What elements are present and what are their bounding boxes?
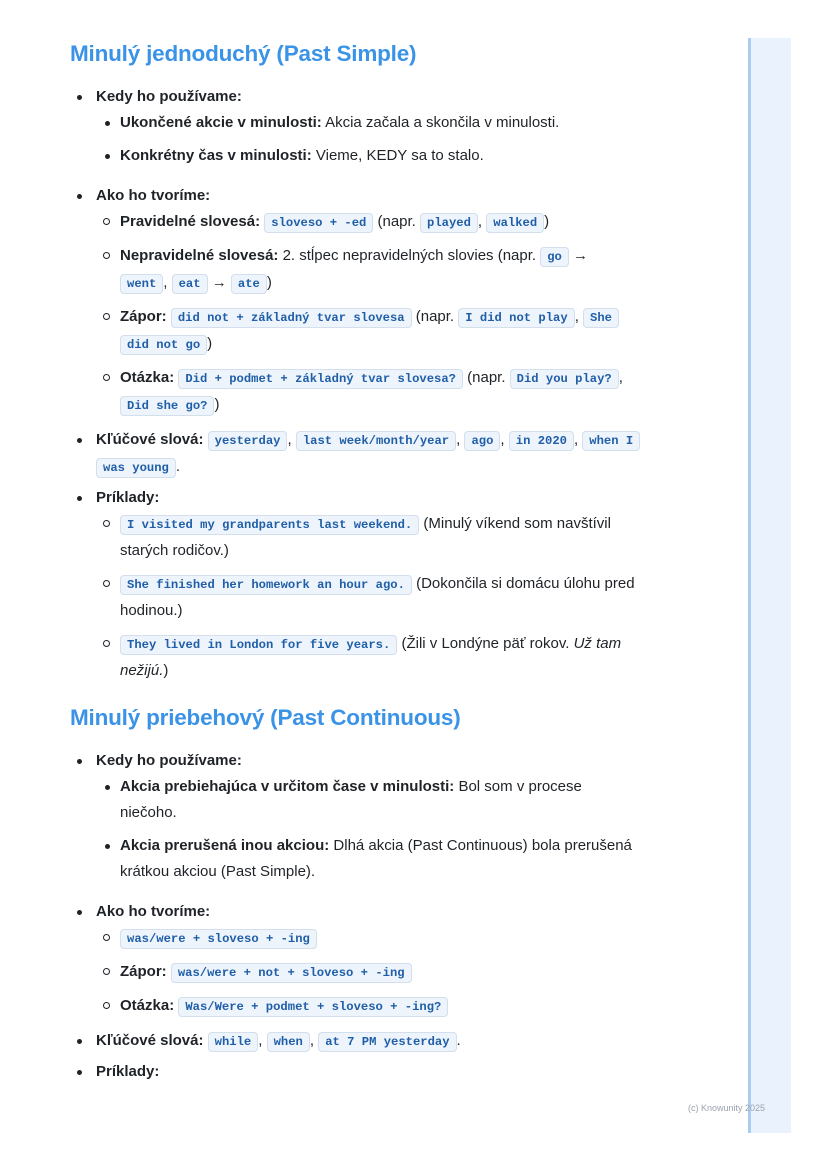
inline-code: Did she go? [120,396,214,416]
text: , [163,274,172,291]
inline-code: ate [231,274,267,294]
label-bold: Pravidelné slovesá: [120,213,261,230]
text: (Minulý víkend som navštívil starých rodičov.) [120,515,611,559]
label-bold: Zápor: [120,308,167,325]
sub-list-item [96,833,638,885]
side-panel [748,38,791,1133]
text: ) [214,396,220,413]
inline-code: played [420,213,478,233]
sub-list-item [96,365,638,419]
inline-code: did not + základný tvar slovesa [171,308,412,328]
inline-code: when [267,1032,310,1052]
inline-code: She did not go [120,308,619,355]
list-item [70,427,638,481]
text: , [574,308,584,325]
inline-code: ago [464,431,500,451]
inline-code: sloveso + -ed [264,213,373,233]
text: ) [207,335,213,352]
inline-code: in 2020 [509,431,574,451]
sub-list-item [96,631,638,684]
sub-list-item [96,993,638,1020]
sub-list-item [96,243,638,297]
inline-code: They lived in London for five years. [120,635,397,655]
label-bold: Ako ho tvoríme: [96,187,211,204]
sub-list [96,925,638,1020]
inline-code: while [208,1032,259,1052]
list-item [70,183,638,419]
label-bold: Kľúčové slová: [96,1032,204,1049]
label-bold: Kedy ho používame: [96,752,242,769]
sub-list [96,774,638,885]
inline-code: Did + podmet + základný tvar slovesa? [178,369,463,389]
inline-code: last week/month/year [296,431,456,451]
inline-code: walked [486,213,544,233]
label-bold: Kľúčové slová: [96,431,204,448]
text: (napr. [411,308,459,325]
text: , [456,431,465,448]
sub-list-item [96,143,638,169]
list-item [70,748,638,885]
text: , [573,431,583,448]
bullet-list [70,748,638,1085]
label-bold: Akcia prerušená inou akciou: [120,837,330,854]
text: → [568,247,589,264]
inline-code: She finished her homework an hour ago. [120,575,412,595]
text: . [456,1032,461,1049]
sub-list-item [96,925,638,952]
text: ) [266,274,272,291]
sub-list-item [96,304,638,358]
footer-copyright: (c) Knowunity 2025 [688,1103,766,1113]
text: , [500,431,509,448]
text: Akcia začala a skončila v minulosti. [321,114,560,131]
label-bold: Kedy ho používame: [96,88,242,105]
inline-code: was/were + not + sloveso + -ing [171,963,412,983]
list-item [70,899,638,1020]
inline-code: Did you play? [510,369,619,389]
label-bold: Akcia prebiehajúca v určitom čase v minulosti: [120,778,455,795]
inline-code: I visited my grandparents last weekend. [120,515,419,535]
text: (Žili v Londýne päť rokov. [397,635,574,652]
italic-text: Už tam nežijú. [120,635,622,679]
label-bold: Zápor: [120,963,167,980]
text: ) [544,213,550,230]
inline-code: at 7 PM yesterday [318,1032,456,1052]
section-heading: Minulý priebehový (Past Continuous) [70,705,461,730]
inline-code: went [120,274,163,294]
text: (Dokončila si domácu úlohu pred hodinou.) [120,575,635,619]
sub-list [96,511,638,684]
inline-code: was/were + sloveso + -ing [120,929,317,949]
text: , [618,369,623,386]
label-bold: Konkrétny čas v minulosti: [120,147,312,164]
bullet-list [70,84,638,684]
text: Dlhá akcia (Past Continuous) bola prerušená krátkou akciou (Past Simple). [120,837,632,880]
label-bold: Príklady: [96,489,160,506]
inline-code: Was/Were + podmet + sloveso + -ing? [178,997,448,1017]
text: . [175,458,180,475]
text: Vieme, KEDY sa to stalo. [311,147,484,164]
text: ) [163,662,169,679]
section-heading: Minulý jednoduchý (Past Simple) [70,41,417,66]
inline-code: go [540,247,569,267]
text: , [287,431,296,448]
sub-list-item [96,571,638,624]
label-bold: Príklady: [96,1063,160,1080]
label-bold: Otázka: [120,369,175,386]
sub-list-item [96,511,638,564]
label-bold: Ukončené akcie v minulosti: [120,114,322,131]
sub-list [96,110,638,169]
inline-code: yesterday [208,431,288,451]
list-item [70,1028,638,1055]
sub-list-item [96,110,638,136]
text: , [477,213,487,230]
text: 2. stĺpec nepravidelných slovies (napr. [278,247,541,264]
inline-code: I did not play [458,308,574,328]
sub-list [96,209,638,419]
inline-code: eat [172,274,208,294]
text: , [258,1032,267,1049]
document-content [70,38,638,1089]
label-bold: Otázka: [120,997,175,1014]
inline-code: when I was young [96,431,640,478]
label-bold: Ako ho tvoríme: [96,903,211,920]
label-bold: Nepravidelné slovesá: [120,247,279,264]
list-item [70,485,638,684]
list-item [70,84,638,169]
text: , [309,1032,319,1049]
text: (napr. [373,213,421,230]
sub-list-item [96,209,638,236]
text: → [207,274,231,291]
text: (napr. [462,369,510,386]
sub-list-item [96,774,638,826]
sub-list-item [96,959,638,986]
list-item [70,1059,638,1085]
text: Bol som v procese niečoho. [120,778,582,821]
